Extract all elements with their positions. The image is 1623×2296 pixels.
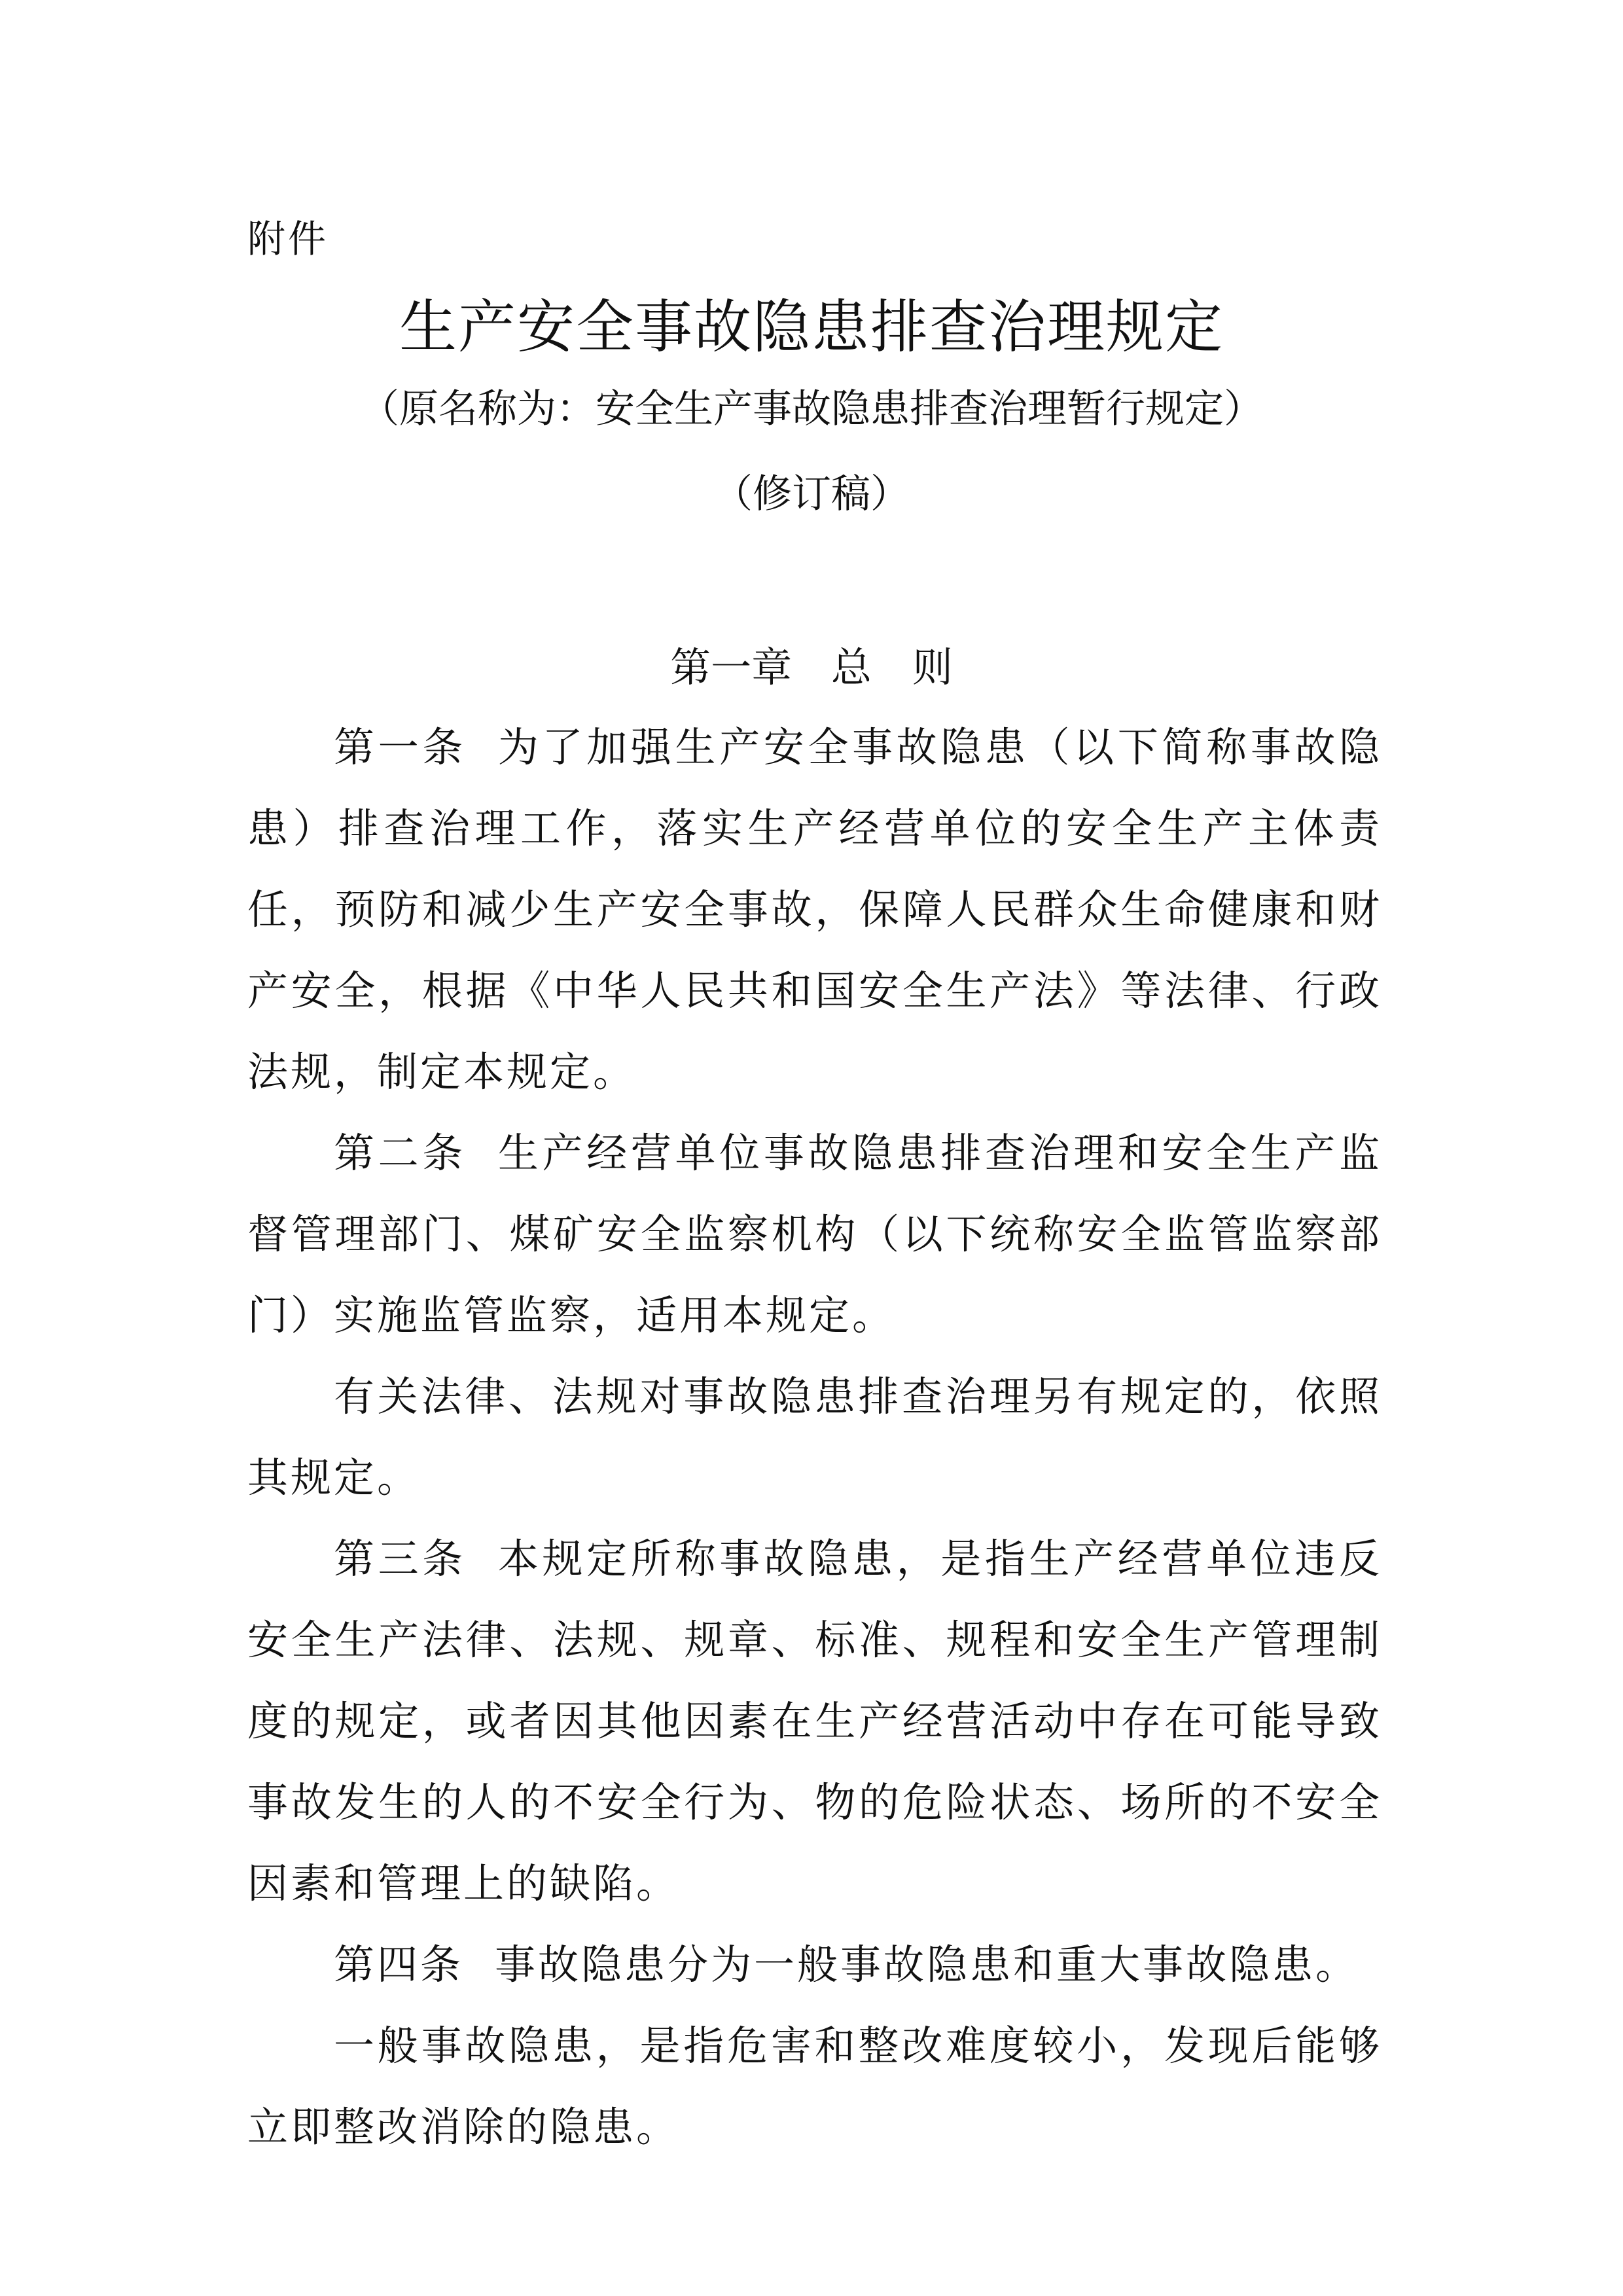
article-number: 第一条 xyxy=(334,723,467,771)
paragraph-text: 一般事故隐患，是指危害和整改难度较小，发现后能够立即整改消除的隐患。 xyxy=(247,2022,1382,2151)
paragraph-article-2 xyxy=(247,1113,1382,1356)
paragraph-article-2-continued xyxy=(247,1356,1382,1518)
paragraph-text: 为了加强生产安全事故隐患（以下简称事故隐患）排查治理工作，落实生产经营单位的安全生产主体责任，预防和减少生产安全事故，保障人民群众生命健康和财产安全，根据《中华人民共和国安全生产法》等法律、行政法规，制定本规定。 xyxy=(247,723,1382,1096)
document-subtitle: （原名称为：安全生产事故隐患排查治理暂行规定） xyxy=(360,386,1263,432)
body-text xyxy=(247,707,1382,2168)
article-number: 第四条 xyxy=(334,1941,464,1988)
paragraph-text: 有关法律、法规对事故隐患排查治理另有规定的，依照其规定。 xyxy=(247,1372,1382,1501)
paragraph-text: 本规定所称事故隐患，是指生产经营单位违反安全生产法律、法规、规章、标准、规程和安全生产管理制度的规定，或者因其他因素在生产经营活动中存在可能导致事故发生的人的不安全行为、物的危险状态、场所的不安全因素和管理上的缺陷。 xyxy=(247,1535,1382,1907)
article-number: 第三条 xyxy=(334,1535,467,1583)
paragraph-article-3 xyxy=(247,1518,1382,1924)
document-title: 生产安全事故隐患排查治理规定 xyxy=(399,293,1224,361)
paragraph-article-4-continued xyxy=(247,2005,1382,2168)
paragraph-article-4 xyxy=(247,1924,1382,2005)
chapter-heading: 第一章 总 则 xyxy=(670,643,953,691)
paragraph-text: 生产经营单位事故隐患排查治理和安全生产监督管理部门、煤矿安全监察机构（以下统称安全监管监察部门）实施监管监察，适用本规定。 xyxy=(247,1129,1382,1339)
draft-label: （修订稿） xyxy=(713,471,910,517)
article-number: 第二条 xyxy=(334,1129,467,1177)
attachment-label: 附件 xyxy=(247,217,329,261)
paragraph-text: 事故隐患分为一般事故隐患和重大事故隐患。 xyxy=(495,1941,1359,1988)
paragraph-article-1 xyxy=(247,707,1382,1113)
